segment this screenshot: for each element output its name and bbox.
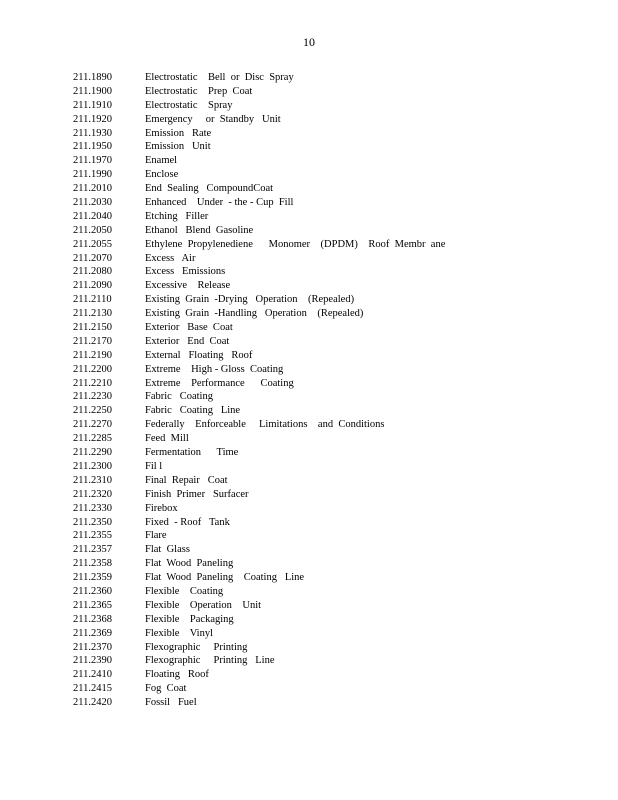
list-item bbox=[73, 668, 573, 682]
section-number: 211.2150 bbox=[73, 322, 112, 334]
defined-term: Exterior End Coat bbox=[145, 335, 230, 347]
defined-term: Electrostatic Prep Coat bbox=[145, 85, 253, 97]
defined-term: Excess Emissions bbox=[145, 266, 226, 278]
defined-term: Flat Glass bbox=[145, 544, 190, 556]
list-item bbox=[73, 265, 573, 279]
defined-term: Emergency or Standby Unit bbox=[145, 113, 281, 125]
list-item bbox=[73, 682, 573, 696]
list-item bbox=[73, 140, 573, 154]
list-item bbox=[73, 585, 573, 599]
list-item bbox=[73, 252, 573, 266]
list-item bbox=[73, 488, 573, 502]
list-item bbox=[73, 446, 573, 460]
list-item bbox=[73, 557, 573, 571]
defined-term: Ethylene Propylenediene Monomer (DPDM) Roof Membr ane bbox=[145, 238, 446, 250]
section-number: 211.2080 bbox=[73, 266, 112, 278]
section-number: 211.1930 bbox=[73, 127, 112, 139]
list-item bbox=[73, 502, 573, 516]
section-number: 211.2040 bbox=[73, 210, 112, 222]
list-item bbox=[73, 418, 573, 432]
section-number: 211.2070 bbox=[73, 252, 112, 264]
defined-term: Extreme Performance Coating bbox=[145, 377, 294, 389]
list-item bbox=[73, 113, 573, 127]
defined-term: Flexible Packaging bbox=[145, 613, 234, 625]
section-number: 211.1950 bbox=[73, 141, 112, 153]
list-item bbox=[73, 571, 573, 585]
defined-term: Emission Rate bbox=[145, 127, 212, 139]
section-number: 211.2055 bbox=[73, 238, 112, 250]
defined-term: Emission Unit bbox=[145, 141, 211, 153]
list-item bbox=[73, 293, 573, 307]
defined-term: Flexible Operation Unit bbox=[145, 599, 262, 611]
defined-term: Flexible Vinyl bbox=[145, 627, 214, 639]
defined-term: Flexographic Printing Line bbox=[145, 655, 275, 667]
defined-term: Enamel bbox=[145, 155, 178, 167]
section-number: 211.2250 bbox=[73, 405, 112, 417]
list-item bbox=[73, 279, 573, 293]
section-number: 211.2050 bbox=[73, 224, 112, 236]
defined-term: Flexible Coating bbox=[145, 585, 224, 597]
section-number: 211.2110 bbox=[73, 294, 112, 306]
section-number: 211.2320 bbox=[73, 488, 112, 500]
defined-term: Flat Wood Paneling bbox=[145, 558, 234, 570]
section-number: 211.2230 bbox=[73, 391, 112, 403]
defined-term: Final Repair Coat bbox=[145, 474, 228, 486]
section-number: 211.2285 bbox=[73, 433, 112, 445]
list-item bbox=[73, 627, 573, 641]
section-number: 211.2330 bbox=[73, 502, 112, 514]
defined-term: Fil l bbox=[145, 460, 163, 472]
list-item bbox=[73, 460, 573, 474]
defined-term: Fabric Coating bbox=[145, 391, 213, 403]
defined-term: Flare bbox=[145, 530, 167, 542]
defined-term: Fog Coat bbox=[145, 683, 187, 695]
list-item bbox=[73, 224, 573, 238]
section-number: 211.2090 bbox=[73, 280, 112, 292]
defined-term: Existing Grain -Handling Operation (Repealed) bbox=[145, 308, 364, 320]
defined-term: Firebox bbox=[145, 502, 178, 514]
defined-term: Exterior Base Coat bbox=[145, 322, 233, 334]
list-item bbox=[73, 363, 573, 377]
defined-term: Floating Roof bbox=[145, 669, 209, 681]
section-number: 211.2190 bbox=[73, 349, 112, 361]
list-item bbox=[73, 599, 573, 613]
list-item bbox=[73, 210, 573, 224]
defined-term: End Sealing CompoundCoat bbox=[145, 183, 274, 195]
defined-term: Finish Primer Surfacer bbox=[145, 488, 249, 500]
list-item bbox=[73, 474, 573, 488]
list-item bbox=[73, 390, 573, 404]
list-item bbox=[73, 432, 573, 446]
list-item bbox=[73, 404, 573, 418]
section-number: 211.2360 bbox=[73, 585, 112, 597]
list-item bbox=[73, 85, 573, 99]
list-item bbox=[73, 654, 573, 668]
section-number: 211.2415 bbox=[73, 683, 112, 695]
section-number: 211.2170 bbox=[73, 335, 112, 347]
section-number: 211.2358 bbox=[73, 558, 112, 570]
defined-term: External Floating Roof bbox=[145, 349, 253, 361]
defined-term: Flat Wood Paneling Coating Line bbox=[145, 572, 305, 584]
list-item bbox=[73, 696, 573, 710]
section-number: 211.1900 bbox=[73, 85, 112, 97]
list-item bbox=[73, 196, 573, 210]
defined-term: Fabric Coating Line bbox=[145, 405, 241, 417]
defined-term: Electrostatic Spray bbox=[145, 99, 233, 111]
section-number: 211.2010 bbox=[73, 183, 112, 195]
section-number: 211.2420 bbox=[73, 697, 112, 709]
defined-term: Etching Filler bbox=[145, 210, 209, 222]
defined-term: Ethanol Blend Gasoline bbox=[145, 224, 254, 236]
section-number: 211.1990 bbox=[73, 169, 112, 181]
section-number: 211.2365 bbox=[73, 599, 112, 611]
list-item bbox=[73, 168, 573, 182]
section-number: 211.2270 bbox=[73, 419, 112, 431]
section-number: 211.2369 bbox=[73, 627, 112, 639]
list-item bbox=[73, 335, 573, 349]
section-number: 211.2290 bbox=[73, 447, 112, 459]
list-item bbox=[73, 307, 573, 321]
list-item bbox=[73, 516, 573, 530]
defined-term: Excessive Release bbox=[145, 280, 231, 292]
section-number: 211.1920 bbox=[73, 113, 112, 125]
defined-term: Enclose bbox=[145, 169, 179, 181]
defined-term: Federally Enforceable Limitations and Conditions bbox=[145, 419, 385, 431]
defined-term: Fermentation Time bbox=[145, 447, 239, 459]
section-number: 211.2350 bbox=[73, 516, 112, 528]
definitions-list bbox=[73, 71, 573, 710]
list-item bbox=[73, 349, 573, 363]
defined-term: Extreme High - Gloss Coating bbox=[145, 363, 284, 375]
defined-term: Fixed - Roof Tank bbox=[145, 516, 230, 528]
section-number: 211.1910 bbox=[73, 99, 112, 111]
defined-term: Existing Grain -Drying Operation (Repealed) bbox=[145, 294, 355, 306]
list-item bbox=[73, 613, 573, 627]
section-number: 211.2355 bbox=[73, 530, 112, 542]
section-number: 211.1970 bbox=[73, 155, 112, 167]
list-item bbox=[73, 321, 573, 335]
section-number: 211.2030 bbox=[73, 197, 112, 209]
list-item bbox=[73, 377, 573, 391]
defined-term: Excess Air bbox=[145, 252, 196, 264]
page-number: 10 bbox=[303, 35, 315, 49]
section-number: 211.2200 bbox=[73, 363, 112, 375]
defined-term: Flexographic Printing bbox=[145, 641, 248, 653]
section-number: 211.2370 bbox=[73, 641, 112, 653]
section-number: 211.2130 bbox=[73, 308, 112, 320]
list-item bbox=[73, 182, 573, 196]
section-number: 211.2410 bbox=[73, 669, 112, 681]
list-item bbox=[73, 127, 573, 141]
list-item bbox=[73, 99, 573, 113]
defined-term: Electrostatic Bell or Disc Spray bbox=[145, 72, 294, 83]
list-item bbox=[73, 529, 573, 543]
list-item bbox=[73, 154, 573, 168]
section-number: 211.1890 bbox=[73, 72, 112, 83]
section-number: 211.2359 bbox=[73, 572, 112, 584]
section-number: 211.2210 bbox=[73, 377, 112, 389]
list-item bbox=[73, 543, 573, 557]
section-number: 211.2357 bbox=[73, 544, 112, 556]
list-item bbox=[73, 71, 573, 85]
defined-term: Fossil Fuel bbox=[145, 697, 197, 709]
defined-term: Enhanced Under - the - Cup Fill bbox=[145, 197, 294, 209]
section-number: 211.2300 bbox=[73, 460, 112, 472]
section-number: 211.2390 bbox=[73, 655, 112, 667]
section-number: 211.2368 bbox=[73, 613, 112, 625]
list-item bbox=[73, 238, 573, 252]
section-number: 211.2310 bbox=[73, 474, 112, 486]
defined-term: Feed Mill bbox=[145, 433, 189, 445]
list-item bbox=[73, 641, 573, 655]
